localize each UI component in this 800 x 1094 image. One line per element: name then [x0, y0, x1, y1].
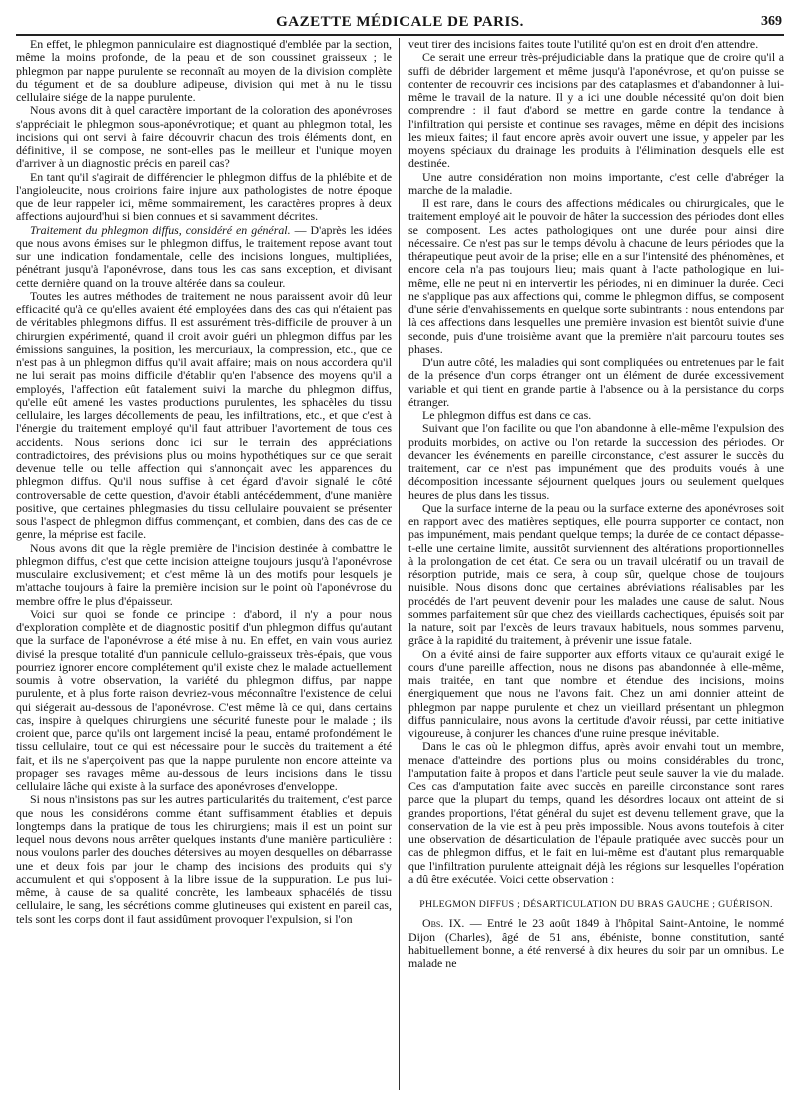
- running-title: GAZETTE MÉDICALE DE PARIS.: [276, 14, 524, 30]
- paragraph: Il est rare, dans le cours des affections médicales ou chirurgicales, que le traitement employé ait le pouvoir de hâter la succession des périodes dont elles se composent. Les actes pathologiques ont une durée pour ainsi dire nécessaire. Ce n'est pas sur le temps dévolu à chacune de leurs périodes que la thérapeutique peut avoir de la prise; elle en a sur l'intensité des phénomènes, et encore cela n'a pas toujours lieu; mais quant à l'acte pathologique en lui-même, elle ne peut ni en intervertir les périodes, ni en diminuer la durée. Ceci ne s'applique pas aux affections qui, comme le phlegmon diffus, se composent d'une série d'envahissements en quelque sorte subintrants : nous entendons par là ces affections dans lesquelles une première invasion est bientôt suivie d'une seconde, puis d'une troisième avant que la première n'ait parcouru toutes ses phases.: [408, 196, 784, 356]
- paragraph: Nous avons dit à quel caractère important de la coloration des aponévroses s'appréciait le phlegmon sous-aponévrotique; et quant au phlegmon total, les incisions qui ont servi à faire découvrir chacun des trois éléments dont, en définitive, il se compose, ne sont-elles pas le meilleur et l'unique moyen d'arriver à un diagnostic précis en pareil cas?: [16, 103, 392, 171]
- paragraph: Dans le cas où le phlegmon diffus, après avoir envahi tout un membre, menace d'atteindre des portions plus ou moins considérables du tronc, l'amputation faite à propos et dans l'article peut seule sauver la vie du malade. Ces cas d'amputation faite avec succès en pareille circonstance sont rares parce que la plupart du temps, quand les désordres locaux ont atteint de si grandes proportions, l'état général du sujet est devenu tellement grave, que la conservation de la vie est à peu près impossible. Nous avons toutefois à citer une observation de désarticulation de l'épaule pratiquée avec succès pour un cas de phlegmon diffus, et le fait en lui-même est d'autant plus remarquable que l'infiltration purulente atteignait déjà les régions sur lesquelles l'opération a dû être exécutée. Voici cette observation :: [408, 739, 784, 886]
- run-in-text: — D'après les idées que nous avons émises sur le phlegmon diffus, le traitement repose avant tout sur une indication fondamentale, celle des incisions longues, multipliées, pénétrant jusqu'à l'aponévrose, dans tous les cas sans exception, et divisant cette dernière quand on la trouve altérée dans sa couleur.: [16, 222, 392, 290]
- column-divider: [399, 38, 400, 1090]
- page-header: [16, 8, 784, 38]
- paragraph: Une autre considération non moins importante, c'est celle d'abréger la marche de la maladie.: [408, 169, 784, 197]
- header-rule: [16, 34, 784, 36]
- observation-label: Obs. IX.: [422, 916, 465, 931]
- paragraph: Suivant que l'on facilite ou que l'on abandonne à elle-même l'expulsion des produits morbides, on active ou l'on retarde la succession des périodes. Or devancer les événements en pareille circonstance, c'est assurer le succès du traitement, car ce n'est pas impunément que des produits voués à une décomposition incessante séjournent quelques jours ou seulement quelques heures de plus dans les tissus.: [408, 421, 784, 502]
- run-in-heading: Traitement du phlegmon diffus, considéré en général.: [30, 222, 291, 237]
- right-column: [408, 38, 784, 1090]
- paragraph: En effet, le phlegmon panniculaire est diagnostiqué d'emblée par la section, même la moins profonde, de la peau et de son coussinet graisseux ; le phlegmon par nappe purulente se reconnaît au moyen de la division complète du tégument et de sa doublure adipeuse, division qui met à nu le tissu cellulaire siége de la nappe purulente.: [16, 38, 392, 104]
- paragraph: Que la surface interne de la peau ou la surface externe des aponévroses soit en rapport avec des matières septiques, elle pourra supporter ce contact, non pas impunément, mais pendant quelque temps; la durée de ce contact dépasse-t-elle une certaine limite, aussitôt surviennent des altérations proportionnelles à la prolongation de cet état. Ce sera ou un travail ulcératif ou un travail de résorption putride, mais ce sera, à coup sûr, quelque chose de toujours nuisible. Nous disons donc que certaines abréviations réalisables par les procédés de l'art peuvent devenir pour les malades une cause de salut. Nous sommes parfaitement sûr que chez des vieillards cachectiques, épuisés soit par la nature, soit par l'excès de leurs travaux habituels, nous sommes parvenu, grâce à la rapidité du traitement, à prévenir une issue fatale.: [408, 500, 784, 648]
- paragraph: Ce serait une erreur très-préjudiciable dans la pratique que de croire qu'il a suffi de débrider largement et même jusqu'à l'aponévrose, et qu'on puisse se contenter de recouvrir ces incisions par des cataplasmes et d'abandonner à lui-même le travail de la nature. Il y a ici une double nécessité qu'on doit bien comprendre : il faut d'abord se mettre en garde contre la tendance à l'infiltration qui persiste et continue ses ravages, même en dépit des incisions les mieux faites; il faut encore après avoir ouvert une issue, y appeler par les moyens spéciaux du drainage les produits à l'élimination desquels elle est destinée.: [408, 50, 784, 171]
- left-column: [16, 38, 392, 1090]
- treatment-paragraph: [16, 224, 392, 290]
- observation-paragraph: [408, 917, 784, 970]
- paragraph: En tant qu'il s'agirait de différencier le phlegmon diffus de la phlébite et de l'angioleucite, nous croirions faire injure aux pathologistes de notre époque que de leur rappeler ici, même sommairement, les caractères propres à deux affections aujourd'hui si bien connues et si savamment décrites.: [16, 169, 392, 224]
- observation-text: — Entré le 23 août 1849 à l'hôpital Saint-Antoine, le nommé Dijon (Charles), âgé de 51 ans, ébéniste, bonne constitution, santé habituellement bonne, a été renversé à dix heures du soir par un omnibus. Le malade ne: [408, 916, 784, 970]
- paragraph: D'un autre côté, les maladies qui sont compliquées ou entretenues par le fait de la présence d'un corps étranger ont un élément de durée excessivement variable et qui tient en grande partie à l'absence ou à la persistance du corps étranger.: [408, 355, 784, 409]
- paragraph: On a évité ainsi de faire supporter aux efforts vitaux ce qu'aurait exigé le cours d'une pareille affection, nous ne disons pas abandonnée à elle-même, mais traitée, en tant que nombre et étendue des incisions, moins énergiquement que nous ne l'avons fait. Chez un ami donnier atteint de phlegmon par nappe purulente et chez un vieillard présentant un phlegmon diffus panniculaire, nous avons la certitude d'avoir réussi, par cette initiative vigoureuse, à conjurer les chances d'une ruine presque inévitable.: [408, 646, 784, 740]
- paragraph: Toutes les autres méthodes de traitement ne nous paraissent avoir dû leur efficacité qu'à ce qu'elles avaient été employées dans des cas qui n'étaient pas de véritables phlegmons diffus. Il est assurément très-difficile de prouver à un chirurgien expérimenté, quand il croit avoir guéri un phlegmon diffus par les émissions sanguines, la position, les mercuriaux, la compression, etc., que ce n'est pas à un phlegmon diffus qu'il avait affaire; mais on nous accordera qu'il ne lui serait pas moins difficile d'établir qu'en l'absence des moyens qu'il a employés, l'affection eût fatalement suivi la marche du phlegmon diffus, qu'elle eût amené les vastes productions purulentes, les sphacèles du tissu cellulaire, les larges décollements de peau, les infiltrations, etc., et que c'est à l'énergie du traitement employé qu'il faut attribuer l'avortement de tous ces accidents. Nous serions donc ici sur le terrain des appréciations contradictoires, des prévisions plus ou moins hypothétiques sur ce que serait devenue telle ou telle affection qui s'annonçait avec les apparences du phlegmon diffus. Qu'il nous suffise à cet égard d'avoir signalé le côté controversable de cette question, d'avoir établi antécédemment, d'une manière positive, que certaines phlegmasies du tissu cellulaire pouvaient se présenter sous l'aspect de phlegmon diffus commençant, et combien, dans des cas de ce genre, la méprise est facile.: [16, 288, 392, 542]
- paragraph: Voici sur quoi se fonde ce principe : d'abord, il n'y a pour nous d'exploration complète et de diagnostic positif d'un phlegmon diffus qu'autant que la surface de l'aponévrose a été mise à nu. En effet, en vain vous auriez divisé la presque totalité d'un pannicule cellulo-graisseux très-épais, que vous pourriez ignorer encore complétement qu'il existe chez le malade actuellement soumis à votre observation, la variété du phlegmon diffus, par nappe purulente, et à plus forte raison devriez-vous méconnaître l'existence de celui qui siégerait au-dessous de l'aponévrose. C'est même là ce qui, dans certains cas, inspire à quelques chirurgiens une sécurité funeste pour le malade ; ils croient que, parce qu'ils ont largement incisé la peau, entamé profondément le tissu cellulaire, tout ce qui est nécessaire pour le succès du traitement a été fait, et ils ne s'aperçoivent pas que la nappe purulente non encore atteinte va propager ses ravages même au-dessous de leurs incisions dans le tissu cellulaire lâche qui existe à la surface des aponévroses d'enveloppe.: [16, 606, 392, 793]
- text-columns: [16, 38, 784, 1090]
- page-number: 369: [761, 14, 782, 29]
- paragraph: Si nous n'insistons pas sur les autres particularités du traitement, c'est parce que nous les considérons comme étant suffisamment établies et depuis longtemps dans la pratique de tous les chirurgiens; mais il est un point sur lequel nous devons nous arrêter quelques instants d'une manière particulière : nous voulons parler des douches détersives au moyen desquelles on débarrasse une et deux fois par jour le champ des incisions des produits qui s'y accumulent et qui s'opposent à la libre issue de la suppuration. Le pus lui-même, à cause de sa qualité concrète, les lambeaux sphacélés de tissu cellulaire, le sang, les sécrétions comme glutineuses qui existent en pareil cas, tels sont les corps dont il faut assidûment provoquer l'expulsion, si l'on: [16, 792, 392, 926]
- continuation-paragraph: veut tirer des incisions faites toute l'utilité qu'on est en droit d'en attendre.: [408, 38, 759, 51]
- case-heading: PHLEGMON DIFFUS ; DÉSARTICULATION DU BRAS GAUCHE ; GUÉRISON.: [419, 899, 773, 910]
- paragraph: Nous avons dit que la règle première de l'incision destinée à combattre le phlegmon diffus, c'est que cette incision atteigne toujours jusqu'à l'aponévrose musculaire exclusivement; et c'est même là un des motifs pour lesquels je m'attache toujours à faire la première incision sur le point où l'aponévrose du membre offre le plus d'épaisseur.: [16, 540, 392, 608]
- paragraph: Le phlegmon diffus est dans ce cas.: [422, 408, 592, 422]
